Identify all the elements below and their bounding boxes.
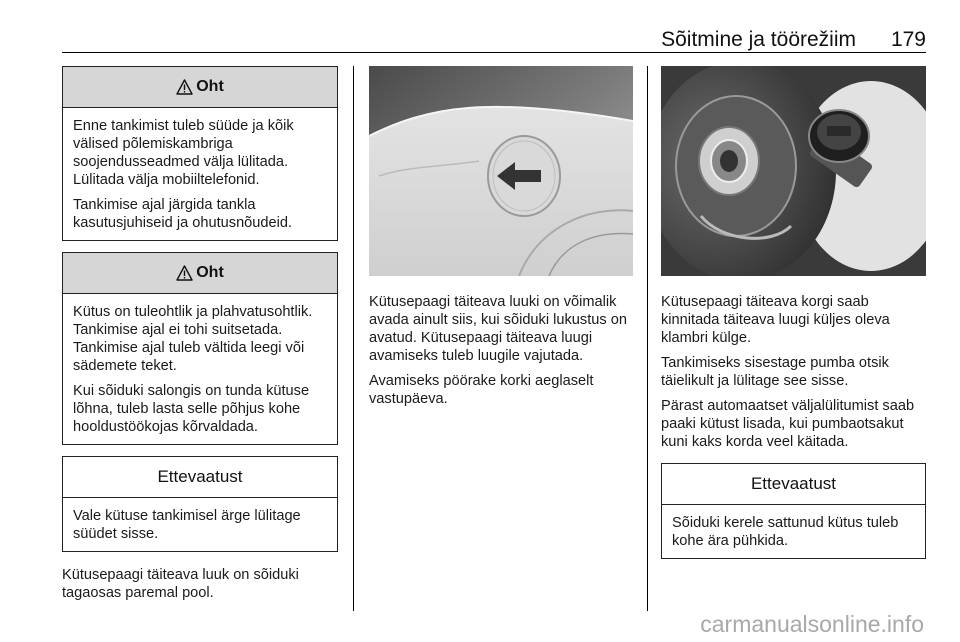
notice-box (661, 463, 926, 559)
watermark: carmanualsonline.info (700, 611, 924, 637)
body-paragraph: Kütusepaagi täiteava luuk on sõiduki tagaosas paremal pool. (62, 567, 299, 601)
warning-text: Tankimise ajal järgida tankla kasutusjuhiseid ja ohutusnõudeid. (73, 197, 293, 231)
column-divider (647, 66, 648, 611)
warning-header (63, 67, 337, 108)
warning-header (63, 253, 337, 294)
notice-header: Ettevaatust (662, 464, 925, 505)
body-paragraph: Tankimiseks sisestage pumba otsik täielikult ja lülitage see sisse. (661, 355, 889, 389)
warning-text: Kütus on tuleohtlik ja plahvatusohtlik. Tankimise ajal ei tohi suitsetada. Tankimise ajal tuleb vältida leegi või sädemete teket. (73, 304, 313, 374)
warning-text: Kui sõiduki salongis on tunda kütuse lõhna, tuleb lasta selle põhjus kohe hooldustöökojas kõrvaldada. (73, 383, 310, 435)
fuel-cap-illustration (661, 66, 926, 276)
notice-header: Ettevaatust (63, 457, 337, 498)
body-paragraph: Kütusepaagi täiteava korgi saab kinnitada täiteava luugi küljes oleva klambri külge. (661, 294, 890, 346)
fuel-door-illustration (369, 66, 633, 276)
warning-title: Oht (196, 78, 224, 95)
column-right (661, 66, 926, 570)
warning-text: Enne tankimist tuleb süüde ja kõik välised põlemiskambriga soojendusseadmed välja lülitada. Lülitada välja mobiiltelefonid. (73, 118, 294, 188)
warning-box (62, 252, 338, 445)
body-paragraph: Kütusepaagi täiteava luuki on võimalik avada ainult siis, kui sõiduki lukustus on avatud. Kütusepaagi täiteava luugi avamiseks tuleb luugile vajutada. (369, 294, 627, 364)
page-header (62, 28, 926, 53)
warning-box (62, 66, 338, 241)
body-paragraph: Avamiseks pöörake korki aeglaselt vastupäeva. (369, 373, 594, 407)
warning-triangle-icon (176, 265, 193, 281)
body-paragraph: Pärast automaatset väljalülitumist saab paaki kütust lisada, kui pumbaotsakut kuni kaks korda veel käitada. (661, 398, 915, 450)
notice-box (62, 456, 338, 552)
notice-text: Sõiduki kerele sattunud kütus tuleb kohe ära pühkida. (672, 515, 899, 549)
section-title: Sõitmine ja töörežiim (661, 28, 856, 51)
warning-title: Oht (196, 264, 224, 281)
column-middle (369, 66, 633, 415)
notice-text: Vale kütuse tankimisel ärge lülitage süüdet sisse. (73, 508, 301, 542)
column-left (62, 66, 338, 609)
warning-triangle-icon (176, 79, 193, 95)
column-divider (353, 66, 354, 611)
page-number: 179 (890, 28, 926, 51)
